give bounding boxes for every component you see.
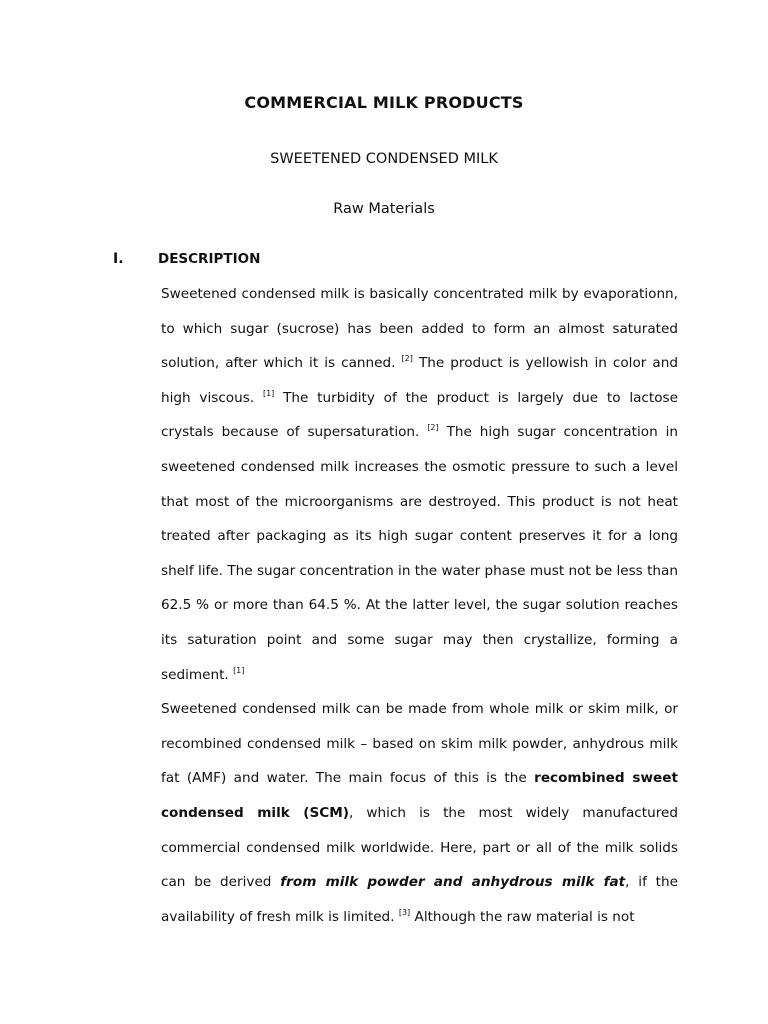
sentence: , if the availability of fresh milk is limited.	[161, 874, 678, 925]
emphasis-bold: recombined sweet condensed milk (SCM)	[161, 770, 678, 821]
paragraph-description	[161, 277, 678, 692]
emphasis-bold-italic: from milk powder and anhydrous milk fat	[280, 874, 626, 891]
paragraph-recombined	[161, 692, 678, 934]
sentence: The turbidity of the product is largely due to lactose crystals because of supersaturation.	[161, 389, 678, 441]
section-heading: Raw Materials	[333, 201, 435, 217]
sentence: Sweetened condensed milk is basically concentrated milk by evaporationn, to which sugar (sucrose) has been added to form an almost saturated solution, after which it is canned.	[161, 286, 678, 372]
sentence: Although the raw material is not	[414, 908, 635, 925]
sentence: The high sugar concentration in sweetened condensed milk increases the osmotic pressure to such a level that most of the microorganisms are destroyed. This product is not heat treated after packaging as its high sugar content preserves it for a long shelf life. The sugar concentration in the water phase must not be less than 62.5 % or more than 64.5 %. At the latter level, the sugar solution reaches its saturation point and some sugar may then crystallize, forming a sediment.	[161, 424, 678, 683]
document-title: COMMERCIAL MILK PRODUCTS	[244, 93, 524, 112]
citation-ref: [2]	[401, 354, 413, 364]
citation-ref: [3]	[398, 907, 411, 917]
section-title: DESCRIPTION	[158, 251, 261, 267]
citation-ref: [1]	[262, 388, 275, 398]
section-number: I.	[113, 251, 124, 267]
citation-ref: [2]	[427, 423, 439, 433]
sentence: The product is yellowish in color and high viscous.	[161, 355, 678, 406]
sentence: , which is the most widely manufactured commercial condensed milk worldwide. Here, part or all of the milk solids can be derived	[161, 804, 678, 891]
document-subtitle: SWEETENED CONDENSED MILK	[270, 151, 498, 167]
body-text	[161, 277, 678, 934]
citation-ref: [1]	[233, 665, 245, 675]
sentence: Sweetened condensed milk can be made from whole milk or skim milk, or recombined condensed milk – based on skim milk powder, anhydrous milk fat (AMF) and water. The main focus of this is the	[161, 701, 678, 787]
